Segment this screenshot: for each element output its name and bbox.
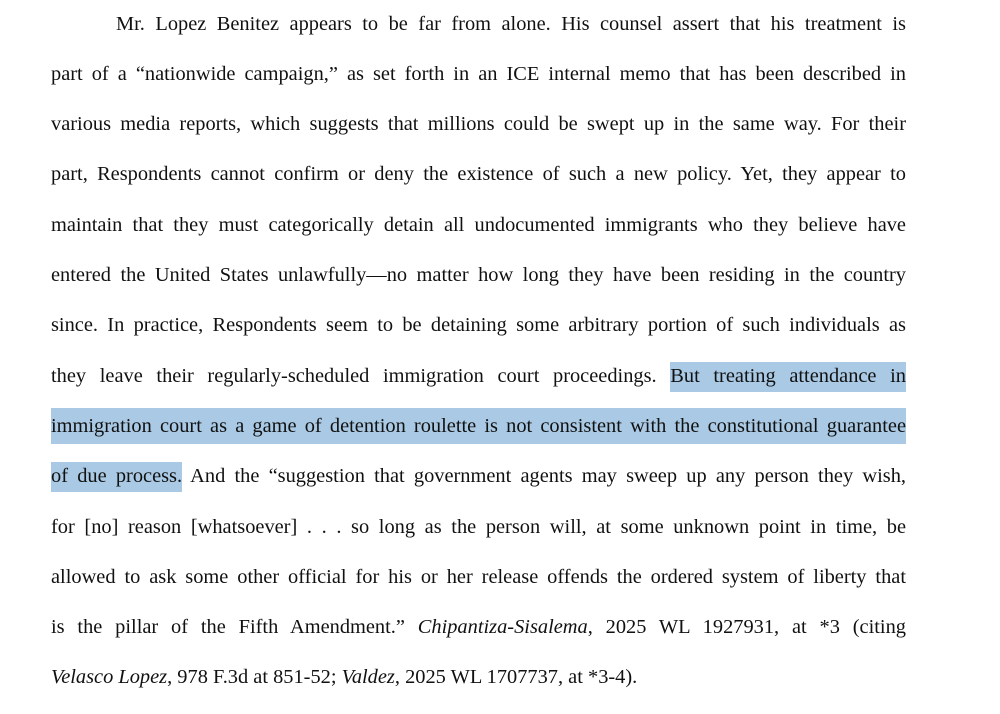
text-line: various media reports, which suggests that millions could be swept up in the same way. For their [51,113,906,135]
text-line: part, Respondents cannot confirm or deny the existence of such a new policy. Yet, they appear to [51,163,906,185]
text-line [51,609,906,645]
case-name: Velasco Lopez [51,666,168,688]
citation-text: , 2025 WL 1707737, at *3-4). [394,666,638,688]
text-line [51,458,906,494]
text-line: allowed to ask some other official for his or her release offends the ordered system of liberty that [51,566,906,588]
citation-text: , 2025 WL 1927931, at *3 (citing [587,616,906,638]
case-name: Valdez [341,666,395,688]
text-line: since. In practice, Respondents seem to be detaining some arbitrary portion of such individuals as [51,314,906,336]
plain-text: they leave their regularly-scheduled immigration court proceedings. [51,365,671,387]
highlighted-text-line[interactable]: immigration court as a game of detention roulette is not consistent with the constitutional guarantee [51,408,906,444]
highlighted-text[interactable]: of due process. [51,462,182,492]
text-line [51,358,906,394]
text-line: Mr. Lopez Benitez appears to be far from alone. His counsel assert that his treatment is [116,13,906,35]
text-line: entered the United States unlawfully—no matter how long they have been residing in the country [51,264,906,286]
text-line: for [no] reason [whatsoever] . . . so long as the person will, at some unknown point in time, be [51,516,906,538]
citation-text: , 978 F.3d at 851-52; [167,666,342,688]
text-line: part of a “nationwide campaign,” as set forth in an ICE internal memo that has been described in [51,63,906,85]
text-line [51,659,906,695]
case-name: Chipantiza-Sisalema [417,616,588,638]
highlighted-text[interactable]: But treating attendance in [670,362,906,392]
plain-text: And the “suggestion that government agents may sweep up any person they wish, [182,465,906,487]
text-line: maintain that they must categorically detain all undocumented immigrants who they believe have [51,214,906,236]
plain-text: is the pillar of the Fifth Amendment.” [51,616,418,638]
